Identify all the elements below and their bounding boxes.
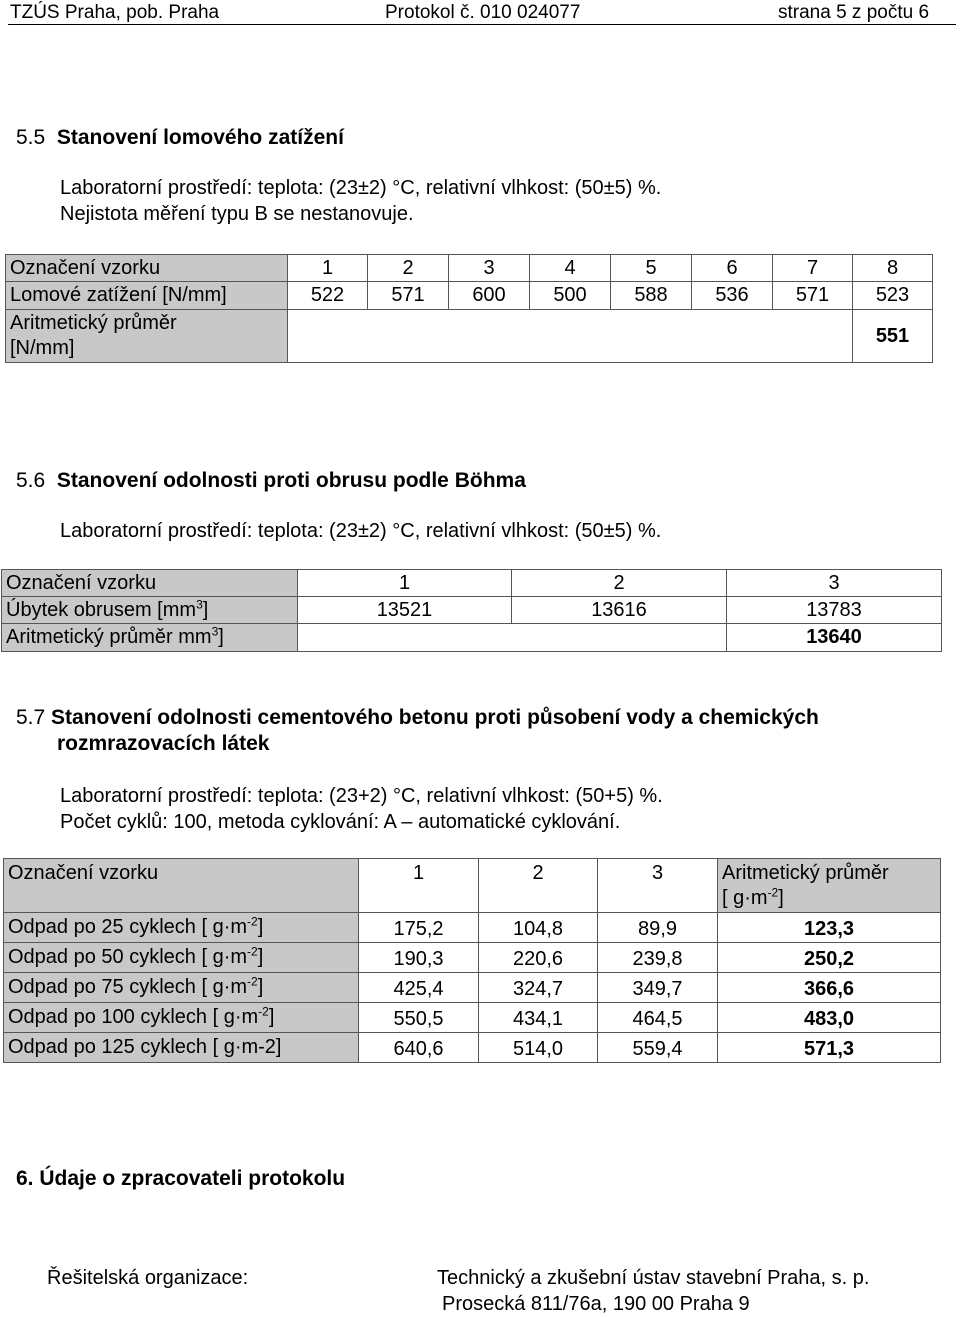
table-cell: 3 xyxy=(727,570,942,597)
label-text: ] xyxy=(268,1006,275,1028)
section-5-6-heading xyxy=(16,469,526,493)
table-cell: 220,6 xyxy=(479,943,598,973)
header-rule xyxy=(8,24,956,25)
table-cell: 514,0 xyxy=(479,1033,598,1063)
label-text: Odpad po 125 cyklech [ g·m-2] xyxy=(8,1036,282,1058)
table-cell: 1 xyxy=(288,255,368,282)
table-abrasion xyxy=(1,569,942,652)
label-text: ] xyxy=(257,976,264,998)
s56-environment: Laboratorní prostředí: teplota: (23±2) °C, relativní vlhkost: (50±5) %. xyxy=(60,520,662,542)
section-title: Stanovení odolnosti cementového betonu proti působení vody a chemických xyxy=(51,706,819,729)
label-sup: -2 xyxy=(247,914,258,929)
table-cell: 571 xyxy=(368,282,449,310)
s57-cycles: Počet cyklů: 100, metoda cyklování: A – automatické cyklování. xyxy=(60,811,621,833)
label-text: Úbytek obrusem [mm xyxy=(6,598,197,621)
table-cell: 523 xyxy=(853,282,933,310)
table-cell: 13783 xyxy=(727,597,942,624)
label-text: ] xyxy=(202,598,209,621)
label-line: [N/mm] xyxy=(10,337,75,359)
label-text: ] xyxy=(218,626,224,648)
section-number: 5.7 xyxy=(16,706,46,729)
label-sup: -2 xyxy=(247,944,258,959)
section-6-heading: 6. Údaje o zpracovateli protokolu xyxy=(16,1167,346,1190)
table-cell: 600 xyxy=(449,282,530,310)
table-cell: 4 xyxy=(530,255,611,282)
table-cell: 13616 xyxy=(512,597,727,624)
table-freeze-thaw xyxy=(3,858,941,1063)
label-text: Aritmetický průměr mm xyxy=(6,626,212,648)
label-sup: 3 xyxy=(211,624,219,639)
mean-value: 123,3 xyxy=(718,913,941,943)
table-cell: 640,6 xyxy=(359,1033,479,1063)
row-label: Lomové zatížení [N/mm] xyxy=(6,282,288,310)
label-text: Odpad po 100 cyklech [ g·m xyxy=(8,1006,259,1028)
header-page: strana 5 z počtu 6 xyxy=(778,2,930,23)
s55-note: Nejistota měření typu B se nestanovuje. xyxy=(60,203,414,225)
mean-value: 13640 xyxy=(727,624,942,652)
processor-org: Technický a zkušební ústav stavební Praha, s. p. xyxy=(437,1267,870,1289)
table-row xyxy=(2,570,942,597)
table-breaking-load xyxy=(5,254,933,363)
table-row xyxy=(4,1003,941,1033)
table-cell: 13521 xyxy=(298,597,512,624)
table-cell-empty xyxy=(298,624,727,652)
table-cell: 3 xyxy=(449,255,530,282)
table-row xyxy=(4,913,941,943)
row-label xyxy=(4,913,359,943)
table-cell: 104,8 xyxy=(479,913,598,943)
table-cell: 8 xyxy=(853,255,933,282)
section-number: 5.6 xyxy=(16,469,46,492)
table-cell: 175,2 xyxy=(359,913,479,943)
table-row xyxy=(4,943,941,973)
row-label xyxy=(4,1033,359,1063)
table-cell: 6 xyxy=(692,255,773,282)
table-head-cell: 2 xyxy=(479,859,598,913)
processor-label: Řešitelská organizace: xyxy=(47,1267,249,1289)
table-cell: 5 xyxy=(611,255,692,282)
table-row xyxy=(4,859,941,913)
table-cell: 239,8 xyxy=(598,943,718,973)
label-line: Aritmetický průměr xyxy=(722,862,889,884)
table-cell: 425,4 xyxy=(359,973,479,1003)
table-cell: 89,9 xyxy=(598,913,718,943)
table-cell: 349,7 xyxy=(598,973,718,1003)
section-number: 5.5 xyxy=(16,126,46,149)
label-text: ] xyxy=(257,946,264,968)
table-cell: 2 xyxy=(368,255,449,282)
row-label: Označení vzorku xyxy=(2,570,298,597)
label-text: Odpad po 25 cyklech [ g·m xyxy=(8,916,248,938)
label-sup: -2 xyxy=(767,885,779,900)
head-mean xyxy=(718,859,941,913)
table-body xyxy=(4,913,941,1063)
label-text: Odpad po 50 cyklech [ g·m xyxy=(8,946,248,968)
table-cell-empty xyxy=(288,310,853,363)
table-row xyxy=(6,282,933,310)
table-cell: 190,3 xyxy=(359,943,479,973)
table-cell: 559,4 xyxy=(598,1033,718,1063)
table-cell: 550,5 xyxy=(359,1003,479,1033)
label-sup: 3 xyxy=(196,596,203,611)
table-row xyxy=(2,624,942,652)
label-sup: -2 xyxy=(258,1004,269,1019)
mean-value: 250,2 xyxy=(718,943,941,973)
label-text: ] xyxy=(257,916,264,938)
mean-value: 571,3 xyxy=(718,1033,941,1063)
row-label: Označení vzorku xyxy=(6,255,288,282)
table-row xyxy=(4,1033,941,1063)
section-title: Stanovení lomového zatížení xyxy=(56,126,344,149)
table-cell: 571 xyxy=(773,282,853,310)
section-5-7-heading xyxy=(16,706,819,730)
table-cell: 536 xyxy=(692,282,773,310)
table-cell: 500 xyxy=(530,282,611,310)
table-cell: 522 xyxy=(288,282,368,310)
table-cell: 1 xyxy=(298,570,512,597)
table-head-cell: 1 xyxy=(359,859,479,913)
label-sup: -2 xyxy=(247,974,258,989)
section-title: Stanovení odolnosti proti obrusu podle Böhma xyxy=(56,469,526,492)
label-text: [ g·m xyxy=(722,887,768,909)
head-label: Označení vzorku xyxy=(4,859,359,913)
header-protocol: Protokol č. 010 024077 xyxy=(385,2,581,23)
section-5-7-heading-line2: rozmrazovacích látek xyxy=(57,732,270,755)
s57-environment: Laboratorní prostředí: teplota: (23+2) °C, relativní vlhkost: (50+5) %. xyxy=(60,785,663,807)
table-row xyxy=(2,597,942,624)
table-cell: 464,5 xyxy=(598,1003,718,1033)
row-label xyxy=(4,943,359,973)
row-label xyxy=(4,973,359,1003)
mean-value: 366,6 xyxy=(718,973,941,1003)
row-label xyxy=(2,624,298,652)
label-line: Aritmetický průměr xyxy=(10,312,177,334)
row-label xyxy=(6,310,288,363)
mean-value: 551 xyxy=(853,310,933,363)
table-cell: 588 xyxy=(611,282,692,310)
table-cell: 324,7 xyxy=(479,973,598,1003)
mean-value: 483,0 xyxy=(718,1003,941,1033)
processor-address: Prosecká 811/76a, 190 00 Praha 9 xyxy=(442,1293,750,1315)
s55-environment: Laboratorní prostředí: teplota: (23±2) °C, relativní vlhkost: (50±5) %. xyxy=(60,177,662,199)
header-org: TZÚS Praha, pob. Praha xyxy=(10,2,220,23)
table-head-cell: 3 xyxy=(598,859,718,913)
row-label xyxy=(2,597,298,624)
table-cell: 2 xyxy=(512,570,727,597)
row-label xyxy=(4,1003,359,1033)
table-row xyxy=(6,255,933,282)
section-5-5-heading xyxy=(16,126,344,150)
table-row xyxy=(6,310,933,363)
table-row xyxy=(4,973,941,1003)
table-cell: 434,1 xyxy=(479,1003,598,1033)
label-text: Odpad po 75 cyklech [ g·m xyxy=(8,976,248,998)
label-text: ] xyxy=(778,887,784,909)
table-cell: 7 xyxy=(773,255,853,282)
